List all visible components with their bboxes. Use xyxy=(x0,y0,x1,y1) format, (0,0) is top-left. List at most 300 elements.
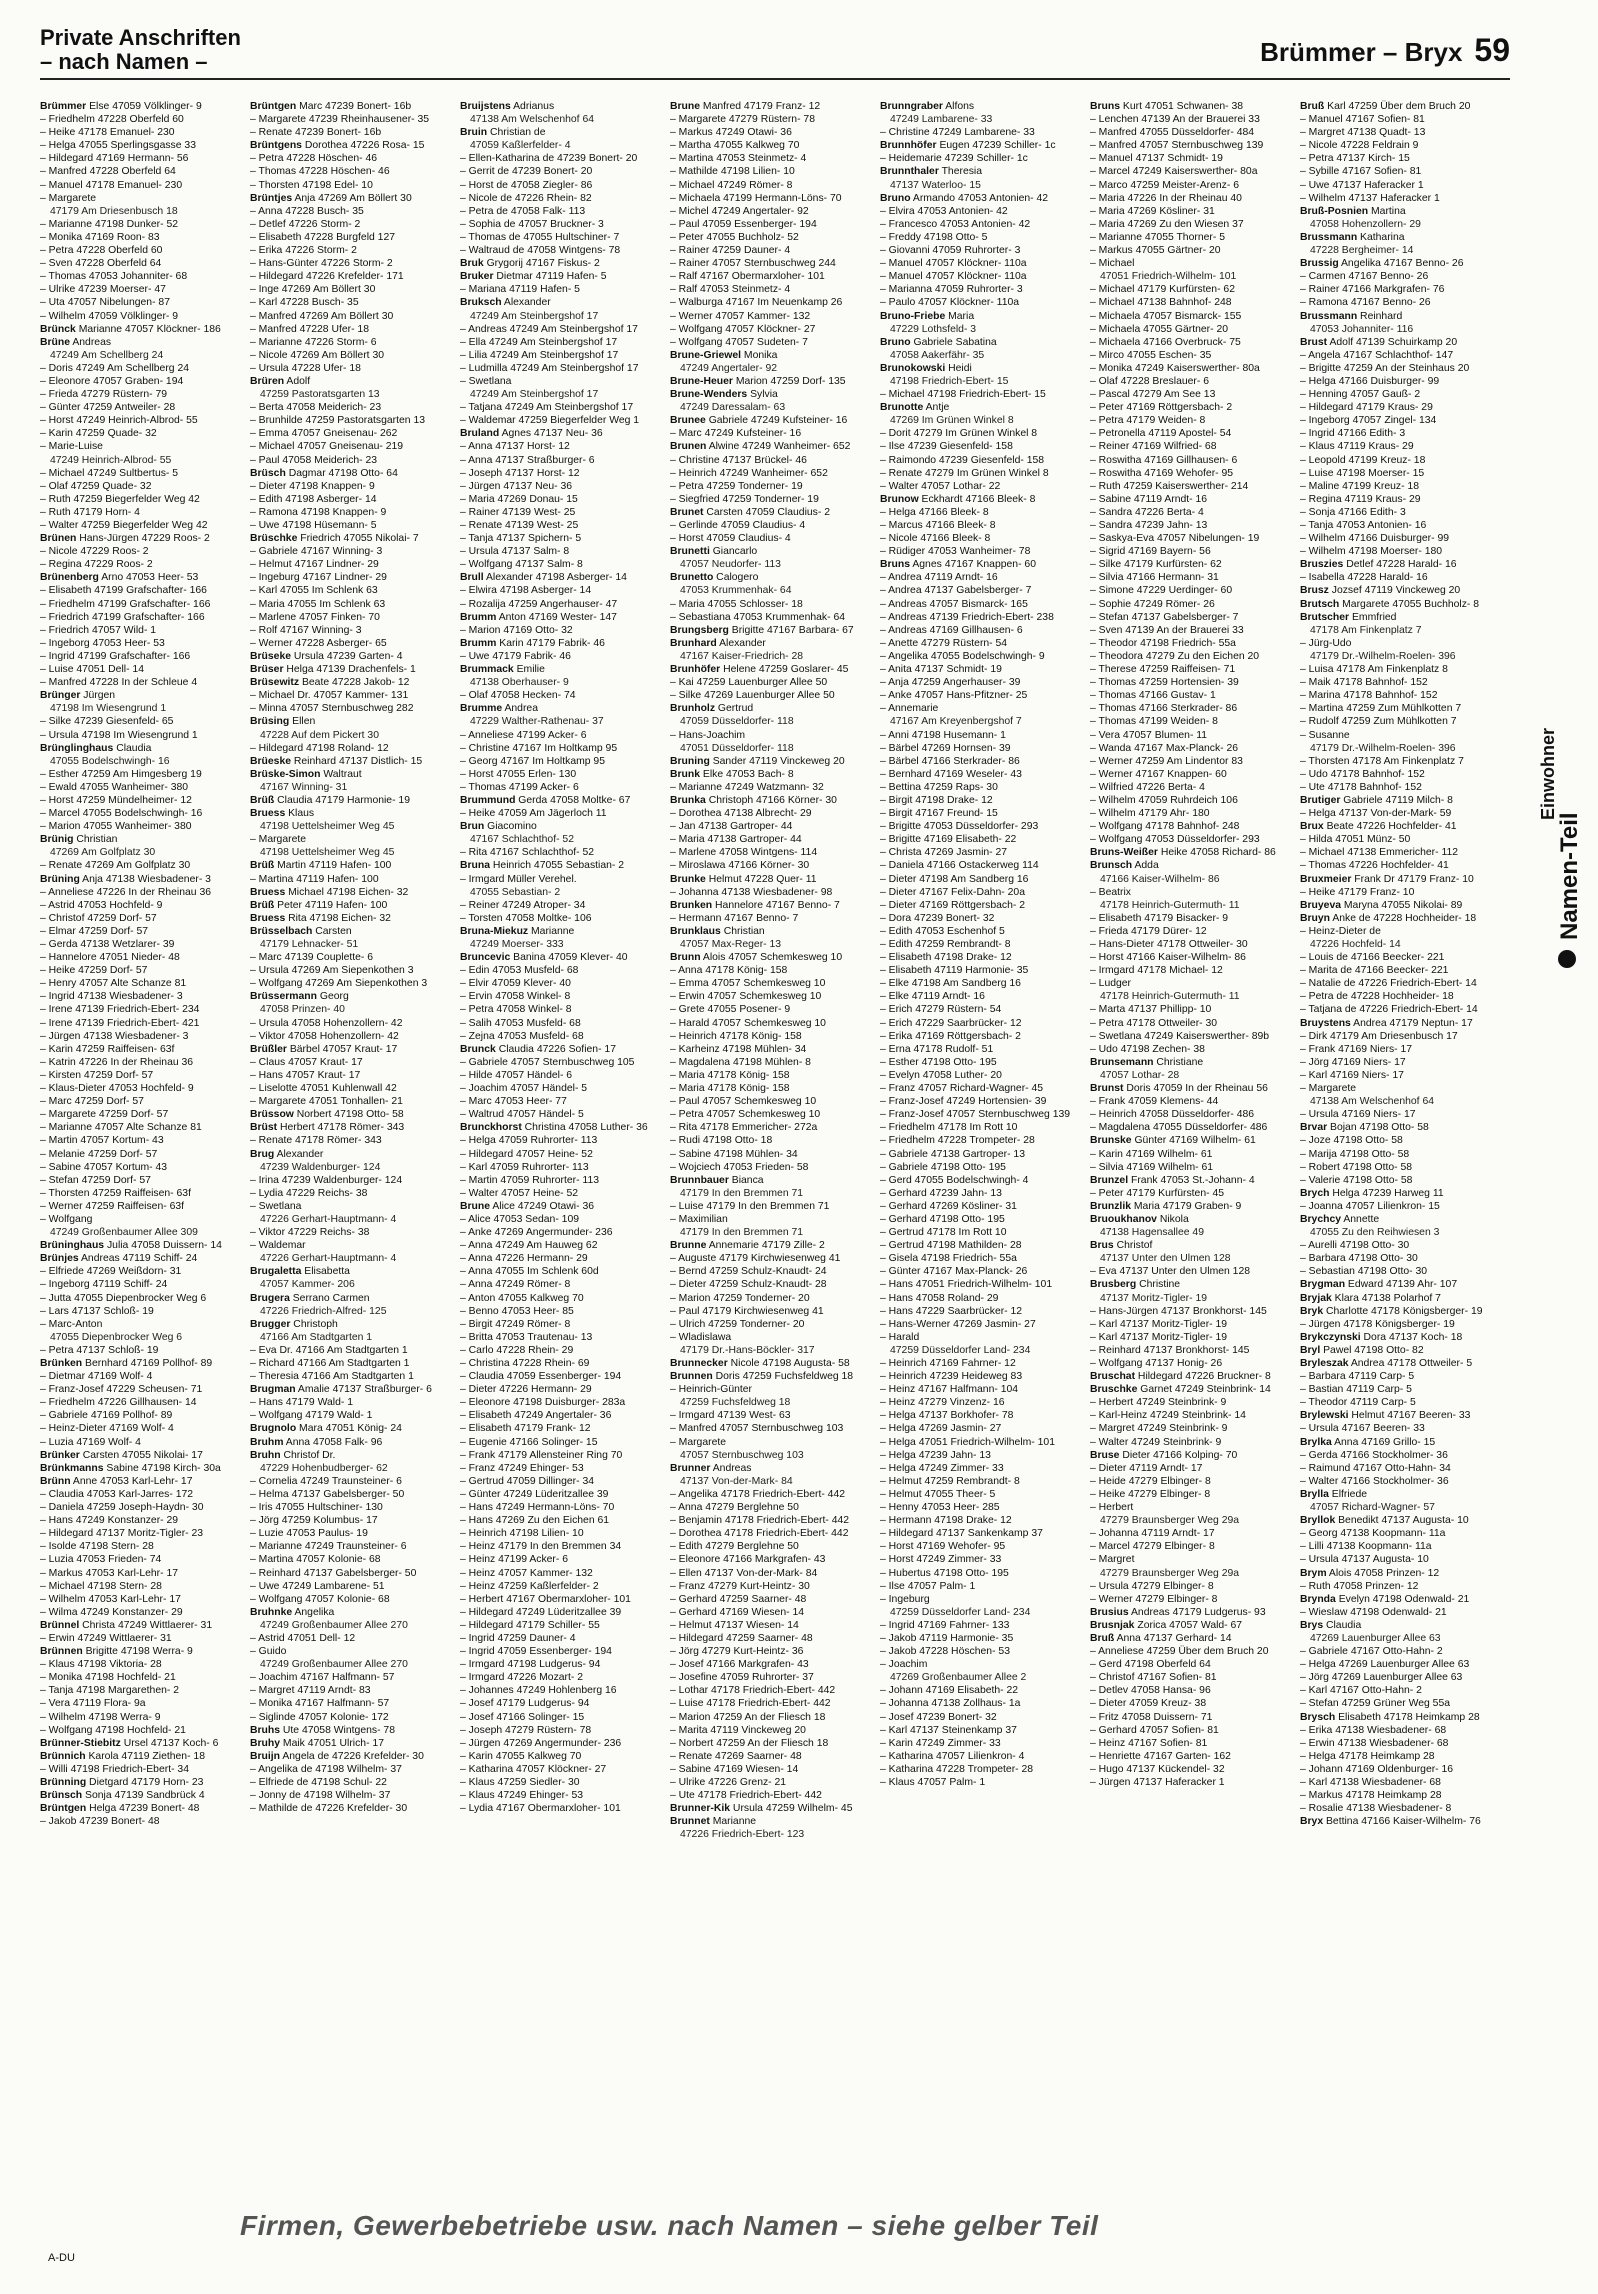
directory-entry: – Frank 47169 Niers- 17 xyxy=(1300,1043,1413,1055)
directory-entry: – Marion 47259 Tonderner- 20 xyxy=(670,1292,810,1304)
directory-entry: – Andreas 47169 Gillhausen- 6 xyxy=(880,624,1023,636)
directory-entry: Bryl Pawel 47198 Otto- 82 xyxy=(1300,1344,1424,1356)
directory-entry: – Ingrid 47166 Edith- 3 xyxy=(1300,428,1406,440)
directory-entry: – Helga 47269 Lauenburger Allee 63 xyxy=(1300,1659,1470,1671)
directory-entry: – Ruth 47179 Horn- 4 xyxy=(40,506,140,518)
surname: Bruijn xyxy=(250,1750,281,1762)
directory-entry: – Marcus 47166 Bleek- 8 xyxy=(880,520,996,531)
directory-entry: – Dieter 47169 Röttgersbach- 2 xyxy=(880,899,1025,911)
directory-entry: Bruk Grygorij 47167 Fiskus- 2 xyxy=(460,258,600,270)
directory-entry: Brünnen Brigitte 47198 Werra- 9 xyxy=(40,1646,193,1658)
directory-entry: – Helga 47051 Friedrich-Wilhelm- 101 xyxy=(880,1436,1055,1448)
directory-entry: – Karin 47169 Wilhelm- 61 xyxy=(1090,1148,1213,1160)
directory-entry: Bruystens Andrea 47179 Neptun- 17 xyxy=(1300,1017,1473,1029)
directory-entry: – Olaf 47228 Breslauer- 6 xyxy=(1090,375,1209,387)
directory-entry: 47057 Max-Reger- 13 xyxy=(680,939,782,950)
surname: Brüren xyxy=(250,375,285,387)
directory-entry: – Benno 47053 Heer- 85 xyxy=(460,1305,574,1317)
directory-entry: – Eleonore 47166 Markgrafen- 43 xyxy=(670,1554,826,1566)
directory-entry: – Manfred 47269 Am Böllert 30 xyxy=(250,310,394,322)
directory-entry: – Marion 47259 An der Fliesch 18 xyxy=(670,1711,826,1723)
surname: Brummack xyxy=(460,664,514,676)
directory-entry: – Gerd 47198 Oberfeld 64 xyxy=(1090,1659,1211,1671)
surname: Bruna xyxy=(460,860,491,872)
surname: Brünnen xyxy=(40,1646,83,1658)
surname: Brvar xyxy=(1300,1122,1328,1134)
directory-entry: – Maria 47055 Schlosser- 18 xyxy=(670,598,803,610)
directory-entry: – Margret xyxy=(1090,1554,1135,1566)
directory-entry: 47167 Kaiser-Friedrich- 28 xyxy=(680,650,804,662)
directory-entry: – Hans 47249 Hermann-Löns- 70 xyxy=(460,1502,615,1514)
directory-entry: – Marie-Luise xyxy=(40,441,103,453)
directory-entry: – Heidemarie 47239 Schiller- 1c xyxy=(880,153,1028,165)
directory-entry: Brychcy Annette xyxy=(1300,1213,1380,1225)
directory-entry: – Hans 47269 Zu den Eichen 61 xyxy=(460,1515,610,1527)
directory-entry: – Eva Dr. 47166 Am Stadtgarten 1 xyxy=(250,1344,408,1356)
directory-entry: – Josef 47166 Markgrafen- 43 xyxy=(670,1659,809,1671)
surname: Bruoukhanov xyxy=(1090,1213,1157,1225)
directory-entry: – Helga 47059 Ruhrorter- 113 xyxy=(460,1135,598,1147)
directory-entry: – Anna 47249 Am Hauweg 62 xyxy=(460,1240,598,1252)
directory-entry: – Ulrich 47259 Tonderner- 20 xyxy=(670,1318,805,1330)
directory-entry: – Martin 47057 Kortum- 43 xyxy=(40,1135,164,1147)
directory-entry: – Petra de 47058 Falk- 113 xyxy=(460,205,586,217)
directory-entry: – Aurelli 47198 Otto- 30 xyxy=(1300,1240,1410,1252)
directory-entry: Bruns Agnes 47167 Knappen- 60 xyxy=(880,559,1036,571)
section-title xyxy=(40,26,241,74)
directory-entry: – Anneliese 47199 Acker- 6 xyxy=(460,729,587,741)
directory-entry: – Wolfgang 47057 Klöckner- 27 xyxy=(670,323,816,335)
directory-entry: – Salih 47053 Musfeld- 68 xyxy=(460,1017,581,1029)
directory-entry: – Bastian 47119 Carp- 5 xyxy=(1300,1384,1412,1396)
directory-entry: – Hans-Dieter 47178 Ottweiler- 30 xyxy=(1090,939,1248,950)
directory-entry: – Joachim xyxy=(880,1659,928,1671)
directory-entry: – Manfred 47055 Düsseldorfer- 484 xyxy=(1090,127,1255,139)
directory-entry: – Irina 47239 Waldenburger- 124 xyxy=(250,1174,403,1186)
surname: Brykczynski xyxy=(1300,1331,1361,1343)
directory-entry: – Benjamin 47178 Friedrich-Ebert- 442 xyxy=(670,1515,850,1527)
surname: Bruland xyxy=(460,428,500,440)
directory-entry: Bruijstens Adrianus xyxy=(460,101,555,112)
directory-entry: – Friedhelm 47178 Im Rott 10 xyxy=(880,1122,1018,1134)
directory-entry: – Lenchen 47139 An der Brauerei 33 xyxy=(1090,114,1260,126)
surname: Bryleszak xyxy=(1300,1358,1349,1369)
directory-entry: – Ursula 47269 Am Siepenkothen 3 xyxy=(250,965,414,977)
directory-entry: – Erna 47178 Rudolf- 51 xyxy=(880,1043,994,1055)
directory-entry: – Gabriele 47198 Otto- 195 xyxy=(880,1161,1006,1173)
surname: Brusberg xyxy=(1090,1279,1137,1291)
directory-entry: 47057 Richard-Wagner- 57 xyxy=(1310,1502,1435,1514)
directory-entry: – Michael 47138 Bahnhof- 248 xyxy=(1090,297,1232,309)
directory-entry: – Edin 47053 Musfeld- 68 xyxy=(460,965,579,977)
directory-entry: – Johann 47169 Oldenburger- 16 xyxy=(1300,1763,1454,1775)
directory-entry: – Dieter 47059 Kreuz- 38 xyxy=(1090,1698,1207,1710)
directory-entry: – Bettina 47259 Raps- 30 xyxy=(880,781,998,793)
directory-entry: – Anke 47057 Hans-Pfitzner- 25 xyxy=(880,690,1028,702)
directory-entry: Brunhöfer Helene 47259 Goslarer- 45 xyxy=(670,664,849,676)
directory-entry: – Werner 47057 Kammer- 132 xyxy=(670,310,811,322)
directory-entry: – Margarete 47239 Rheinhausener- 35 xyxy=(250,114,430,126)
surname: Bryjak xyxy=(1300,1292,1332,1304)
directory-entry: 47198 Friedrich-Ebert- 15 xyxy=(890,375,1009,387)
directory-entry: – Werner 47259 Am Lindentor 83 xyxy=(1090,755,1243,767)
side-tab xyxy=(1538,640,1583,1060)
directory-entry: – Elvira 47053 Antonien- 42 xyxy=(880,205,1008,217)
directory-entry: – Helga 47249 Zimmer- 33 xyxy=(880,1462,1004,1474)
directory-entry: – Heinz 47279 Vinzenz- 16 xyxy=(880,1397,1005,1409)
directory-entry: – Heinrich 47239 Heideweg 83 xyxy=(880,1371,1023,1383)
directory-entry: Bruns Kurt 47051 Schwanen- 38 xyxy=(1090,101,1244,112)
directory-entry: – Magdalena 47055 Düsseldorfer- 486 xyxy=(1090,1122,1268,1134)
directory-entry: Bruess Michael 47198 Eichen- 32 xyxy=(250,886,409,898)
directory-entry: – Thomas 47053 Johanniter- 68 xyxy=(40,271,188,283)
surname: Brunhöfer xyxy=(670,664,721,676)
surname: Bruschat xyxy=(1090,1371,1136,1383)
directory-entry: – Jakob 47239 Bonert- 48 xyxy=(40,1816,160,1828)
directory-entry: Bruhnke Angelika xyxy=(250,1606,335,1618)
directory-entry: – Wilhelm 47198 Moerser- 180 xyxy=(1300,546,1443,558)
directory-entry: – Elisabeth 47228 Burgfeld 127 xyxy=(250,231,396,243)
directory-entry: – Anna 47249 Römer- 8 xyxy=(460,1279,571,1291)
directory-entry: Brümmer Else 47059 Völklinger- 9 xyxy=(40,101,202,112)
directory-entry: – Uwe 47249 Lambarene- 51 xyxy=(250,1580,385,1592)
directory-entry: Brykczynski Dora 47137 Koch- 18 xyxy=(1300,1331,1463,1343)
directory-entry: Brüntgens Dorothea 47226 Rosa- 15 xyxy=(250,140,425,152)
directory-entry: 47167 Schlachthof- 52 xyxy=(470,834,574,846)
directory-entry: – Christine 47249 Lambarene- 33 xyxy=(880,127,1035,139)
surname: Brunke xyxy=(670,873,706,885)
directory-entry: 47059 Kaßlerfelder- 4 xyxy=(470,140,571,152)
surname: Brüsewitz xyxy=(250,677,300,689)
directory-entry: – Ilse 47057 Palm- 1 xyxy=(880,1580,976,1592)
directory-entry: – Eleonore 47057 Graben- 194 xyxy=(40,375,184,387)
directory-entry: – Sonja 47166 Edith- 3 xyxy=(1300,506,1406,518)
directory-entry: Brun Giacomino xyxy=(460,821,537,833)
directory-entry: – Hildegard 47259 Saarner- 48 xyxy=(670,1632,813,1644)
directory-entry: Brumm Anton 47169 Wester- 147 xyxy=(460,611,617,623)
directory-entry: – Emma 47057 Gneisenau- 262 xyxy=(250,428,398,440)
directory-entry: – Josef 47239 Bonert- 32 xyxy=(880,1711,997,1723)
surname: Brunsch xyxy=(1090,860,1133,872)
directory-entry: – Marita 47119 Vinckeweg 20 xyxy=(670,1724,806,1736)
directory-entry: Brune-Heuer Marion 47259 Dorf- 135 xyxy=(670,375,846,387)
directory-entry: – Renate 47239 Bonert- 16b xyxy=(250,127,382,139)
directory-entry: Brüntjes Anja 47269 Am Böllert 30 xyxy=(250,192,412,204)
directory-entry: – Luisa 47178 Am Finkenplatz 8 xyxy=(1300,664,1448,676)
directory-entry: – Marcel 47249 Kaiserswerther- 80a xyxy=(1090,166,1258,178)
directory-entry: Brüßler Bärbel 47057 Kraut- 17 xyxy=(250,1043,398,1055)
directory-entry: Brugger Christoph xyxy=(250,1318,338,1330)
surname: Bruno-Friebe xyxy=(880,310,946,322)
directory-entry: – Walter 47057 Heine- 52 xyxy=(460,1187,579,1199)
directory-entry: 47138 Am Welschenhof 64 xyxy=(1310,1096,1435,1108)
directory-entry: – Klaus 47249 Ehinger- 53 xyxy=(460,1790,584,1802)
directory-entry: – Petra de 47228 Hochheider- 18 xyxy=(1300,991,1454,1003)
directory-entry: – Johanna 47119 Arndt- 17 xyxy=(1090,1528,1215,1540)
directory-entry: – Maik 47178 Bahnhof- 152 xyxy=(1300,677,1428,689)
directory-entry: 47279 Braunsberger Weg 29a xyxy=(1100,1567,1240,1579)
directory-entry: – Franz 47249 Ehinger- 53 xyxy=(460,1462,584,1474)
surname: Bruker xyxy=(460,271,494,283)
directory-entry: – Reiner 47169 Wilfried- 68 xyxy=(1090,441,1217,453)
surname: Brunn xyxy=(670,952,701,964)
directory-entry: – Michaela 47199 Hermann-Löns- 70 xyxy=(670,192,842,204)
directory-entry: – Gerhard 47057 Sofien- 81 xyxy=(1090,1724,1219,1736)
directory-entry: – Karin 47259 Quade- 32 xyxy=(40,428,157,440)
directory-entry: Brylka Anna 47169 Grillo- 15 xyxy=(1300,1436,1436,1448)
directory-entry: – Maria 47226 In der Rheinau 40 xyxy=(1090,192,1242,204)
directory-entry: – Anke 47269 Angermunder- 236 xyxy=(460,1227,613,1239)
directory-entry: Brynda Evelyn 47198 Odenwald- 21 xyxy=(1300,1593,1470,1605)
directory-entry: – Marion 47055 Wanheimer- 380 xyxy=(40,821,192,833)
directory-entry: – Irene 47139 Friedrich-Ebert- 234 xyxy=(40,1004,200,1016)
directory-entry: Brüntgen Marc 47239 Bonert- 16b xyxy=(250,101,412,112)
directory-entry: – Johanna 47138 Wiesbadener- 98 xyxy=(670,886,833,898)
directory-entry: – Sven 47139 An der Brauerei 33 xyxy=(1090,624,1244,636)
directory-entry: – Ella 47249 Am Steinbergshof 17 xyxy=(460,336,618,348)
surname: Brunken xyxy=(670,899,713,911)
surname: Brunckhorst xyxy=(460,1122,522,1134)
directory-entry: – Reiner 47249 Atroper- 34 xyxy=(460,899,586,911)
directory-entry: – Günter 47259 Antweiler- 28 xyxy=(40,402,176,414)
directory-entry: Brüsewitz Beate 47228 Jakob- 12 xyxy=(250,677,410,689)
directory-entry: Bryleszak Andrea 47178 Ottweiler- 5 xyxy=(1300,1358,1473,1369)
directory-entry: – Thorsten 47198 Edel- 10 xyxy=(250,179,373,191)
directory-entry: – Brunhilde 47259 Pastoratsgarten 13 xyxy=(250,415,426,427)
directory-entry: 47198 Uettelsheimer Weg 45 xyxy=(260,847,395,859)
directory-entry: – Siglinde 47057 Kolonie- 172 xyxy=(250,1711,389,1723)
directory-entry: – Tanja 47053 Antonien- 16 xyxy=(1300,520,1427,531)
directory-entry: Bruß Anna 47137 Gerhard- 14 xyxy=(1090,1632,1232,1644)
directory-entry: – Anni 47198 Husemann- 1 xyxy=(880,729,1006,741)
directory-entry: – Michaela 47166 Overbruck- 75 xyxy=(1090,336,1241,348)
directory-entry: – Heinz 47199 Acker- 6 xyxy=(460,1554,569,1566)
directory-entry: – Sigrid 47169 Bayern- 56 xyxy=(1090,546,1211,558)
directory-entry: – Josefine 47059 Ruhrorter- 37 xyxy=(670,1672,814,1684)
directory-entry: 47166 Am Stadtgarten 1 xyxy=(260,1331,373,1343)
directory-entry: – Jürgen 47137 Neu- 36 xyxy=(460,480,573,492)
surname: Bruhm xyxy=(250,1436,284,1448)
directory-entry: – Freddy 47198 Otto- 5 xyxy=(880,231,988,243)
directory-entry: 47053 Krummenhak- 64 xyxy=(680,585,792,597)
directory-entry: – Gerda 47138 Wetzlarer- 39 xyxy=(40,939,175,950)
directory-entry: – Eugenie 47166 Solinger- 15 xyxy=(460,1436,598,1448)
directory-entry: – Elvir 47059 Klever- 40 xyxy=(460,978,571,990)
directory-entry: – Elke 47119 Arndt- 16 xyxy=(880,991,985,1003)
directory-entry: – Irmgard Müller Verehel. xyxy=(460,873,577,885)
directory-entry: 47249 Lambarene- 33 xyxy=(890,114,993,126)
directory-entry: Brünglinghaus Claudia xyxy=(40,742,152,754)
directory-entry: – Ramona 47167 Benno- 26 xyxy=(1300,297,1431,309)
directory-entry: – Anita 47137 Schmidt- 19 xyxy=(880,664,1002,676)
surname: Brune-Wenders xyxy=(670,389,748,401)
surname: Brüninghaus xyxy=(40,1240,105,1252)
directory-entry: 47138 Am Welschenhof 64 xyxy=(470,114,595,126)
surname: Brygman xyxy=(1300,1279,1346,1291)
directory-entry: – Elfriede 47269 Weißdorn- 31 xyxy=(40,1266,182,1278)
surname: Brune xyxy=(670,101,701,112)
directory-entry: – Margarete 47259 Dorf- 57 xyxy=(40,1109,169,1121)
directory-entry: – Regina 47119 Kraus- 29 xyxy=(1300,493,1421,505)
directory-entry: 47179 In den Bremmen 71 xyxy=(680,1227,804,1239)
directory-entry: – Nicole 47269 Am Böllert 30 xyxy=(250,349,385,361)
directory-entry: – Nicole 47229 Roos- 2 xyxy=(40,546,149,558)
surname: Brüser xyxy=(250,664,284,676)
surname: Bruin xyxy=(460,127,488,139)
directory-entry: – Hannelore 47051 Nieder- 48 xyxy=(40,952,180,964)
directory-entry: – Marita de 47166 Beecker- 221 xyxy=(1300,965,1449,977)
directory-entry: – Sandra 47226 Berta- 4 xyxy=(1090,506,1204,518)
directory-entry: – Dorothea 47178 Friedrich-Ebert- 442 xyxy=(670,1528,849,1540)
directory-entry: – Erwin 47057 Schemkesweg 10 xyxy=(670,991,822,1003)
directory-entry: – Theresia 47166 Am Stadtgarten 1 xyxy=(250,1371,414,1383)
directory-entry: – Anton 47055 Kalkweg 70 xyxy=(460,1292,584,1304)
directory-entry: Brunhard Alexander xyxy=(670,637,766,649)
directory-entry: – Hubertus 47198 Otto- 195 xyxy=(880,1567,1009,1579)
surname: Bruns xyxy=(1090,101,1121,112)
directory-entry: – Lothar 47178 Friedrich-Ebert- 442 xyxy=(670,1685,836,1697)
directory-entry: – Gerhard 47198 Otto- 195 xyxy=(880,1213,1005,1225)
directory-entry: Brüß Peter 47119 Hafen- 100 xyxy=(250,899,388,911)
directory-entry: – Iris 47055 Hultschiner- 130 xyxy=(250,1502,383,1514)
directory-entry: – Paul 47179 Kirchwiesenweg 41 xyxy=(670,1305,824,1317)
directory-entry: – Renate 47178 Römer- 343 xyxy=(250,1135,382,1147)
directory-entry: – Rainer 47166 Markgrafen- 76 xyxy=(1300,284,1445,296)
surname: Brünjes xyxy=(40,1253,79,1265)
directory-entry: – Lars 47137 Schloß- 19 xyxy=(40,1305,154,1317)
directory-entry: – Evelyn 47058 Luther- 20 xyxy=(880,1069,1002,1081)
directory-entry: – Franz-Josef 47229 Scheusen- 71 xyxy=(40,1384,203,1396)
directory-entry: Brüren Adolf xyxy=(250,375,311,387)
directory-column xyxy=(1300,100,1505,2130)
directory-entry: – Hans 47058 Roland- 29 xyxy=(880,1292,999,1304)
directory-entry: 47167 Am Kreyenbergshof 7 xyxy=(890,716,1022,728)
directory-entry: – Michael 47249 Römer- 8 xyxy=(670,179,793,191)
directory-entry: – Luzia 47169 Wolf- 4 xyxy=(40,1436,141,1448)
directory-entry: Bruland Agnes 47137 Neu- 36 xyxy=(460,428,603,440)
directory-entry: – Helga 47166 Bleek- 8 xyxy=(880,506,989,518)
surname: Brunhard xyxy=(670,637,717,649)
directory-entry: 47249 Daressalam- 63 xyxy=(680,402,786,414)
surname: Brugera xyxy=(250,1292,290,1304)
directory-entry: – Irmgard 47178 Michael- 12 xyxy=(1090,965,1223,977)
footer-banner: Firmen, Gewerbebetriebe usw. nach Namen – siehe gelber Teil xyxy=(240,2210,1099,2241)
directory-entry: – Birgit 47198 Drake- 12 xyxy=(880,794,993,806)
directory-entry: Brych Helga 47239 Harweg 11 xyxy=(1300,1187,1444,1199)
directory-entry: – Margarete xyxy=(40,192,97,204)
surname: Brug xyxy=(250,1148,275,1160)
directory-entry: – Angelika de 47198 Wilhelm- 37 xyxy=(250,1763,402,1775)
directory-entry: – Peter 47179 Kurfürsten- 45 xyxy=(1090,1187,1225,1199)
directory-entry: Brunke Helmut 47228 Quer- 11 xyxy=(670,873,817,885)
directory-entry: – Valerie 47198 Otto- 58 xyxy=(1300,1174,1413,1186)
surname: Brüß xyxy=(250,794,275,806)
directory-entry: – Karl 47137 Moritz-Tigler- 19 xyxy=(1090,1318,1228,1330)
directory-entry: – Ludmilla 47249 Am Steinbergshof 17 xyxy=(460,362,639,374)
directory-entry: – Thomas de 47055 Hultschiner- 7 xyxy=(460,231,620,243)
directory-entry: Brüst Herbert 47178 Römer- 343 xyxy=(250,1122,405,1134)
directory-entry: – Petra 47178 Ottweiler- 30 xyxy=(1090,1017,1218,1029)
directory-entry: – Monika 47249 Kaiserswerther- 80a xyxy=(1090,362,1260,374)
directory-entry: – Giovanni 47059 Ruhrorter- 3 xyxy=(880,245,1021,257)
directory-entry: – Ruth 47058 Prinzen- 12 xyxy=(1300,1580,1419,1592)
directory-entry: – Stefan 47259 Dorf- 57 xyxy=(40,1174,151,1186)
directory-entry: – Brigitte 47053 Düsseldorfer- 293 xyxy=(880,821,1039,833)
directory-entry: – Maria 47269 Kösliner- 31 xyxy=(1090,205,1215,217)
directory-entry: – Mirco 47055 Eschen- 35 xyxy=(1090,349,1212,361)
surname: Brugaletta xyxy=(250,1266,302,1278)
directory-entry: – Friedhelm 47226 Gillhausen- 14 xyxy=(40,1397,197,1409)
directory-entry: – Werner 47279 Elbinger- 8 xyxy=(1090,1593,1218,1605)
surname: Bruß xyxy=(1090,1632,1115,1644)
surname: Brüß xyxy=(250,899,275,911)
directory-entry: – Markus 47178 Heimkamp 28 xyxy=(1300,1790,1442,1802)
directory-entry: 47249 Großenbaumer Allee 270 xyxy=(260,1659,408,1671)
directory-entry: 47259 Düsseldorfer Land- 234 xyxy=(890,1344,1031,1356)
directory-entry: – Nicole de 47226 Rhein- 82 xyxy=(460,192,592,204)
directory-entry: 47226 Hochfeld- 14 xyxy=(1310,939,1401,950)
directory-entry: Brüsing Ellen xyxy=(250,716,316,728)
directory-entry: – Auguste 47179 Kirchwiesenweg 41 xyxy=(670,1253,841,1265)
directory-entry: – Wolfgang xyxy=(40,1213,93,1225)
directory-entry: – Sabine 47169 Wiesen- 14 xyxy=(670,1763,799,1775)
directory-entry: 47226 Gerhart-Hauptmann- 4 xyxy=(260,1253,397,1265)
directory-entry: – Jörg 47269 Lauenburger Allee 63 xyxy=(1300,1672,1463,1684)
directory-entry: – Luise 47198 Moerser- 15 xyxy=(1300,467,1425,479)
directory-entry: – Gerrit de 47239 Bonert- 20 xyxy=(460,166,593,178)
directory-entry: – Michael 47249 Sultbertus- 5 xyxy=(40,467,179,479)
directory-entry: – Therese 47259 Raiffeisen- 71 xyxy=(1090,664,1236,676)
directory-entry: Bruin Christian de xyxy=(460,127,546,139)
directory-entry: – Renate 47269 Saarner- 48 xyxy=(670,1750,802,1762)
directory-entry: – Wilfried 47226 Berta- 4 xyxy=(1090,781,1205,793)
directory-entry: – Ellen 47137 Von-der-Mark- 84 xyxy=(670,1567,818,1579)
directory-entry: 47179 Dr.-Wilhelm-Roelen- 396 xyxy=(1310,650,1456,662)
directory-entry: – Michael 47198 Friedrich-Ebert- 15 xyxy=(880,389,1046,401)
directory-entry: Brylewski Helmut 47167 Beeren- 33 xyxy=(1300,1410,1471,1422)
directory-entry: Brusz Jozsef 47119 Vinckeweg 20 xyxy=(1300,585,1461,597)
directory-entry: – Gerhard 47259 Saarner- 48 xyxy=(670,1593,807,1605)
directory-entry: – Jakob 47228 Höschen- 53 xyxy=(880,1646,1010,1658)
directory-entry: – Michael 47138 Emmericher- 112 xyxy=(1300,847,1459,859)
directory-entry: – Detlev 47058 Hansa- 96 xyxy=(1090,1685,1211,1697)
directory-entry: – Swetlana xyxy=(460,375,512,387)
directory-entry: Brüssermann Georg xyxy=(250,991,349,1003)
directory-entry: Brunka Christoph 47166 Körner- 30 xyxy=(670,794,837,806)
surname: Brunnet xyxy=(670,1816,710,1828)
surname: Brüsch xyxy=(250,467,286,479)
surname: Brüske-Simon xyxy=(250,768,321,780)
directory-entry: – Hildegard 47198 Roland- 12 xyxy=(250,742,389,754)
directory-entry: – Paul 47058 Meiderich- 23 xyxy=(250,454,378,466)
directory-entry: – Edith 47279 Berglehne 50 xyxy=(670,1541,799,1553)
directory-entry: – Hans 47051 Friedrich-Wilhelm- 101 xyxy=(880,1279,1053,1291)
directory-entry: – Rolf 47167 Winning- 3 xyxy=(250,624,362,636)
directory-entry: – Ralf 47167 Obermarxloher- 101 xyxy=(670,271,825,283)
surname: Brünenberg xyxy=(40,572,99,584)
directory-entry: – Martina 47053 Steinmetz- 4 xyxy=(670,153,807,165)
directory-entry: – Nicole 47228 Feldrain 9 xyxy=(1300,140,1419,152)
directory-entry: – Elisabeth 47199 Grafschafter- 166 xyxy=(40,585,207,597)
directory-entry: – Horst 47249 Heinrich-Albrod- 55 xyxy=(40,415,198,427)
directory-entry: – Ewald 47055 Wanheimer- 380 xyxy=(40,781,189,793)
directory-entry: – Elwira 47198 Asberger- 14 xyxy=(460,585,592,597)
surname: Brussig xyxy=(1300,258,1339,270)
directory-entry: Brünen Hans-Jürgen 47229 Roos- 2 xyxy=(40,533,210,545)
directory-entry: 47057 Lothar- 28 xyxy=(1100,1069,1180,1081)
surname: Brüntgen xyxy=(40,1803,87,1815)
surname: Bruno xyxy=(880,336,911,348)
